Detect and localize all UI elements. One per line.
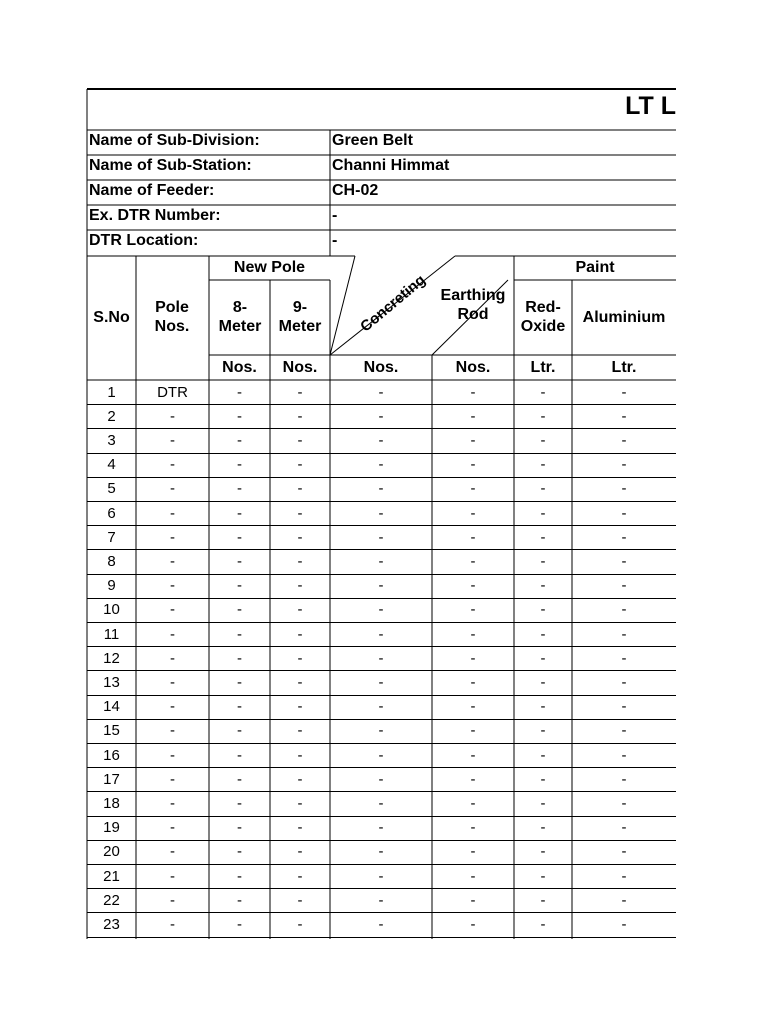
table-cell-m9[interactable]: - [297,456,303,474]
table-cell-earth[interactable]: - [470,601,476,619]
table-cell-alu[interactable]: - [621,431,627,449]
table-cell-sno[interactable]: 19 [103,819,120,837]
table-cell-conc[interactable]: - [378,407,384,425]
table-cell-pole[interactable]: - [170,794,175,812]
table-cell-m9[interactable]: - [297,819,303,837]
info-label: Ex. DTR Number: [89,207,221,224]
table-cell-m8[interactable]: - [237,673,242,691]
table-cell-alu[interactable]: - [621,504,627,522]
table-cell-m8[interactable]: - [237,601,242,619]
table-cell-sno[interactable]: 23 [103,915,120,933]
header-aluminium: Aluminium [582,309,666,326]
table-cell-red[interactable]: - [540,867,546,885]
table-cell-pole[interactable]: - [170,915,175,933]
table-cell-pole[interactable]: - [170,552,175,570]
table-cell-red[interactable]: - [540,625,546,643]
table-cell-sno[interactable]: 14 [103,698,120,716]
table-cell-pole[interactable]: - [170,456,175,474]
table-cell-m8[interactable]: - [237,794,242,812]
table-cell-red[interactable]: - [540,601,546,619]
table-cell-red[interactable]: - [540,528,546,546]
table-cell-conc[interactable]: - [378,431,384,449]
table-cell-conc[interactable]: - [378,601,384,619]
table-cell-red[interactable]: - [540,698,546,716]
table-cell-red[interactable]: - [540,407,546,425]
table-cell-sno[interactable]: 18 [103,794,120,812]
unit-9-meter: Nos. [282,359,318,376]
table-cell-m9[interactable]: - [297,625,303,643]
table-cell-m9[interactable]: - [297,480,303,498]
table-cell-red[interactable]: - [540,383,546,401]
table-cell-pole[interactable]: - [170,407,175,425]
table-cell-red[interactable]: - [540,649,546,667]
table-cell-alu[interactable]: - [621,480,627,498]
table-cell-red[interactable]: - [540,456,546,474]
table-cell-earth[interactable]: - [470,431,476,449]
table-cell-m8[interactable]: - [237,843,242,861]
table-cell-sno[interactable]: 11 [103,625,120,643]
header-sno: S.No [93,309,130,326]
table-cell-m9[interactable]: - [297,649,303,667]
table-cell-m8[interactable]: - [237,407,242,425]
table-cell-m9[interactable]: - [297,843,303,861]
table-cell-earth[interactable]: - [470,915,476,933]
unit-red-oxide: Ltr. [530,359,556,376]
header-concreting: Concreting [357,271,429,336]
table-cell-earth[interactable]: - [470,891,476,909]
info-label: Name of Sub-Station: [89,157,252,174]
header-9-meter: 9-Meter [278,299,322,335]
table-cell-pole[interactable]: - [170,819,175,837]
info-value[interactable]: - [332,207,338,224]
table-cell-sno[interactable]: 7 [107,528,116,546]
table-cell-red[interactable]: - [540,819,546,837]
table-cell-pole[interactable]: - [170,770,175,788]
table-cell-red[interactable]: - [540,673,546,691]
table-cell-red[interactable]: - [540,770,546,788]
table-cell-earth[interactable]: - [470,819,476,837]
table-cell-m9[interactable]: - [297,915,303,933]
table-cell-alu[interactable]: - [621,891,627,909]
table-cell-earth[interactable]: - [470,552,476,570]
table-cell-sno[interactable]: 16 [103,746,120,764]
table-cell-conc[interactable]: - [378,770,384,788]
table-cell-sno[interactable]: 2 [107,407,116,425]
table-cell-sno[interactable]: 22 [103,891,120,909]
header-pole-nos: Pole Nos. [154,299,190,335]
table-cell-sno[interactable]: 15 [103,722,120,740]
table-cell-m8[interactable]: - [237,431,242,449]
table-cell-alu[interactable]: - [621,673,627,691]
table-cell-earth[interactable]: - [470,867,476,885]
table-cell-alu[interactable]: - [621,407,627,425]
unit-concreting: Nos. [363,359,399,376]
table-cell-m9[interactable]: - [297,673,303,691]
table-cell-m8[interactable]: - [237,552,242,570]
table-cell-conc[interactable]: - [378,843,384,861]
table-cell-m9[interactable]: - [297,383,303,401]
table-cell-pole[interactable]: - [170,504,175,522]
table-cell-conc[interactable]: - [378,456,384,474]
table-cell-pole[interactable]: - [170,673,175,691]
sheet-title: LT L [625,92,676,120]
table-cell-m9[interactable]: - [297,528,303,546]
table-cell-sno[interactable]: 17 [103,770,120,788]
table-cell-pole[interactable]: - [170,577,175,595]
table-cell-conc[interactable]: - [378,915,384,933]
table-cell-sno[interactable]: 9 [107,577,116,595]
table-cell-m9[interactable]: - [297,601,303,619]
table-cell-m8[interactable]: - [237,649,242,667]
table-cell-pole[interactable]: - [170,722,175,740]
table-cell-alu[interactable]: - [621,383,627,401]
table-cell-m8[interactable]: - [237,746,242,764]
table-cell-m8[interactable]: - [237,770,242,788]
table-cell-earth[interactable]: - [470,625,476,643]
table-cell-alu[interactable]: - [621,625,627,643]
table-cell-pole[interactable]: - [170,746,175,764]
table-cell-conc[interactable]: - [378,504,384,522]
table-cell-m9[interactable]: - [297,552,303,570]
table-cell-sno[interactable]: 3 [107,431,116,449]
table-cell-m8[interactable]: - [237,480,242,498]
table-cell-pole[interactable]: - [170,528,175,546]
table-cell-earth[interactable]: - [470,456,476,474]
info-label: DTR Location: [89,232,199,249]
table-cell-alu[interactable]: - [621,819,627,837]
table-cell-conc[interactable]: - [378,480,384,498]
table-cell-m8[interactable]: - [237,915,242,933]
table-cell-m8[interactable]: - [237,722,242,740]
table-cell-m8[interactable]: - [237,528,242,546]
table-cell-earth[interactable]: - [470,722,476,740]
table-cell-m8[interactable]: - [237,625,242,643]
table-cell-pole[interactable]: - [170,601,175,619]
table-cell-m9[interactable]: - [297,746,303,764]
table-cell-pole[interactable]: - [170,649,175,667]
table-cell-alu[interactable]: - [621,746,627,764]
table-cell-earth[interactable]: - [470,480,476,498]
table-cell-alu[interactable]: - [621,770,627,788]
table-cell-alu[interactable]: - [621,456,627,474]
table-cell-conc[interactable]: - [378,528,384,546]
table-cell-earth[interactable]: - [470,770,476,788]
table-cell-red[interactable]: - [540,480,546,498]
header-8-meter: 8-Meter [218,299,262,335]
table-cell-alu[interactable]: - [621,577,627,595]
table-cell-red[interactable]: - [540,843,546,861]
table-cell-conc[interactable]: - [378,867,384,885]
table-cell-earth[interactable]: - [470,746,476,764]
table-cell-m8[interactable]: - [237,577,242,595]
table-cell-conc[interactable]: - [378,577,384,595]
table-cell-pole[interactable]: - [170,843,175,861]
table-cell-earth[interactable]: - [470,504,476,522]
table-cell-sno[interactable]: 13 [103,673,120,691]
table-cell-m9[interactable]: - [297,407,303,425]
info-value[interactable]: - [332,232,338,249]
table-cell-earth[interactable]: - [470,407,476,425]
table-cell-earth[interactable]: - [470,383,476,401]
table-cell-pole[interactable]: - [170,891,175,909]
table-cell-sno[interactable]: 21 [103,867,120,885]
table-cell-m8[interactable]: - [237,456,242,474]
table-cell-m9[interactable]: - [297,698,303,716]
table-cell-alu[interactable]: - [621,649,627,667]
table-cell-alu[interactable]: - [621,698,627,716]
table-cell-m9[interactable]: - [297,891,303,909]
table-cell-conc[interactable]: - [378,383,384,401]
table-cell-conc[interactable]: - [378,625,384,643]
info-label: Name of Feeder: [89,182,215,199]
table-cell-red[interactable]: - [540,577,546,595]
table-cell-pole[interactable]: - [170,480,175,498]
table-cell-alu[interactable]: - [621,552,627,570]
table-cell-conc[interactable]: - [378,698,384,716]
table-cell-m8[interactable]: - [237,819,242,837]
table-cell-conc[interactable]: - [378,649,384,667]
header-earthing-rod: Earthing Rod [440,287,506,323]
table-cell-alu[interactable]: - [621,722,627,740]
table-cell-pole[interactable]: - [170,431,175,449]
table-cell-red[interactable]: - [540,504,546,522]
table-cell-sno[interactable]: 4 [107,456,116,474]
table-cell-sno[interactable]: 20 [103,843,120,861]
table-cell-earth[interactable]: - [470,698,476,716]
header-red-oxide: Red-Oxide [520,299,566,335]
table-cell-m8[interactable]: - [237,891,242,909]
table-cell-red[interactable]: - [540,891,546,909]
info-label: Name of Sub-Division: [89,132,260,149]
unit-earthing-rod: Nos. [455,359,491,376]
table-cell-earth[interactable]: - [470,794,476,812]
table-cell-pole[interactable]: - [170,698,175,716]
table-cell-red[interactable]: - [540,552,546,570]
table-cell-m9[interactable]: - [297,722,303,740]
table-cell-m9[interactable]: - [297,794,303,812]
table-cell-alu[interactable]: - [621,915,627,933]
table-cell-earth[interactable]: - [470,843,476,861]
table-cell-m9[interactable]: - [297,504,303,522]
table-cell-m9[interactable]: - [297,770,303,788]
table-cell-sno[interactable]: 10 [103,601,120,619]
header-paint: Paint [575,259,615,276]
table-cell-alu[interactable]: - [621,601,627,619]
table-cell-m8[interactable]: - [237,504,242,522]
table-cell-earth[interactable]: - [470,528,476,546]
table-cell-conc[interactable]: - [378,794,384,812]
table-cell-sno[interactable]: 8 [107,552,116,570]
table-cell-red[interactable]: - [540,915,546,933]
info-value[interactable]: Green Belt [332,132,413,149]
table-cell-pole[interactable]: - [170,625,175,643]
info-value[interactable]: Channi Himmat [332,157,450,174]
table-cell-pole[interactable]: - [170,867,175,885]
table-cell-alu[interactable]: - [621,794,627,812]
table-cell-m8[interactable]: - [237,698,242,716]
table-cell-m8[interactable]: - [237,867,242,885]
table-cell-m9[interactable]: - [297,577,303,595]
table-cell-conc[interactable]: - [378,819,384,837]
table-cell-earth[interactable]: - [470,673,476,691]
table-cell-sno[interactable]: 1 [107,383,116,401]
table-cell-conc[interactable]: - [378,722,384,740]
info-value[interactable]: CH-02 [332,182,379,199]
table-cell-red[interactable]: - [540,431,546,449]
table-cell-sno[interactable]: 5 [107,480,116,498]
table-cell-conc[interactable]: - [378,746,384,764]
table-cell-m8[interactable]: - [237,383,242,401]
table-cell-alu[interactable]: - [621,867,627,885]
table-cell-pole[interactable]: DTR [157,383,188,401]
table-cell-m9[interactable]: - [297,867,303,885]
table-cell-sno[interactable]: 12 [103,649,120,667]
table-cell-earth[interactable]: - [470,577,476,595]
unit-aluminium: Ltr. [611,359,637,376]
table-cell-sno[interactable]: 6 [107,504,116,522]
table-cell-alu[interactable]: - [621,528,627,546]
header-new-pole: New Pole [233,259,306,276]
unit-8-meter: Nos. [222,359,257,376]
table-cell-conc[interactable]: - [378,552,384,570]
table-cell-earth[interactable]: - [470,649,476,667]
table-cell-red[interactable]: - [540,746,546,764]
table-cell-red[interactable]: - [540,722,546,740]
table-cell-red[interactable]: - [540,794,546,812]
table-cell-m9[interactable]: - [297,431,303,449]
table-cell-conc[interactable]: - [378,673,384,691]
table-cell-conc[interactable]: - [378,891,384,909]
table-cell-alu[interactable]: - [621,843,627,861]
